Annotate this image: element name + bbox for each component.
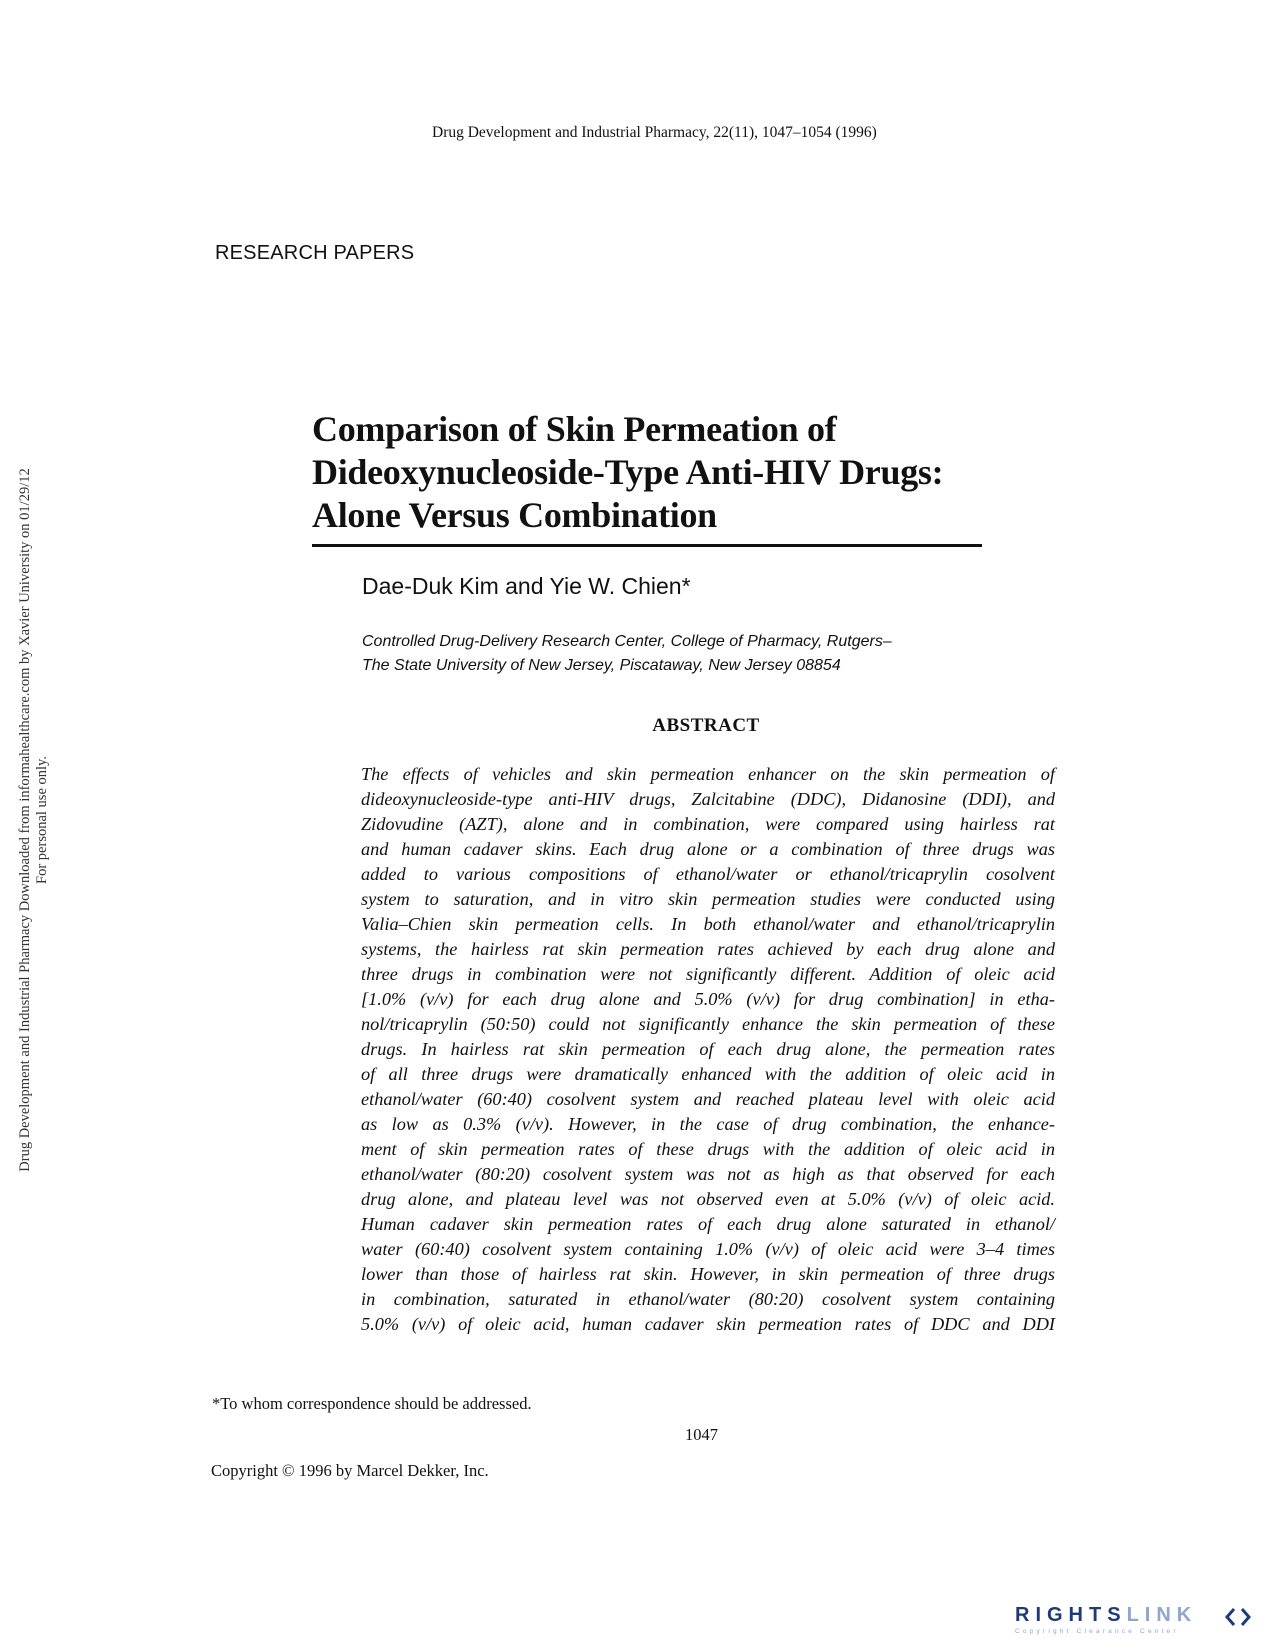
abstract-line: drug alone, and plateau level was not observed even at 5.0% (v/v) of oleic acid. xyxy=(361,1189,1055,1209)
abstract-line: systems, the hairless rat skin permeation rates achieved by each drug alone and xyxy=(361,939,1055,959)
abstract-line: ethanol/water (80:20) cosolvent system was not as high as that observed for each xyxy=(361,1164,1055,1184)
abstract-line: three drugs in combination were not significantly different. Addition of oleic acid xyxy=(361,964,1055,984)
abstract-line: added to various compositions of ethanol/water or ethanol/tricaprylin cosolvent xyxy=(361,864,1055,884)
abstract-line: The effects of vehicles and skin permeation enhancer on the skin permeation of xyxy=(361,764,1055,784)
abstract-line: drugs. In hairless rat skin permeation of each drug alone, the permeation rates xyxy=(361,1039,1055,1059)
journal-citation: Drug Development and Industrial Pharmacy, 22(11), 1047–1054 (1996) xyxy=(432,124,877,141)
abstract-line: water (60:40) cosolvent system containing 1.0% (v/v) of oleic acid were 3–4 times xyxy=(361,1239,1055,1259)
rightslink-word-link: LINK xyxy=(1126,1604,1198,1626)
rightslink-subtitle: Copyright Clearance Center xyxy=(1015,1628,1179,1635)
abstract-line: Zidovudine (AZT), alone and in combination, were compared using hairless rat xyxy=(361,814,1055,834)
abstract-line: of all three drugs were dramatically enhanced with the addition of oleic acid in xyxy=(361,1064,1055,1084)
abstract-line: Valia–Chien skin permeation cells. In both ethanol/water and ethanol/tricaprylin xyxy=(361,914,1055,934)
rightslink-logo[interactable] xyxy=(1015,1604,1255,1640)
author-list: Dae-Duk Kim and Yie W. Chien* xyxy=(362,573,691,599)
page-number: 1047 xyxy=(685,1425,718,1444)
title-divider xyxy=(312,544,982,547)
article-title xyxy=(312,408,943,537)
title-line: Alone Versus Combination xyxy=(312,495,717,535)
abstract-line: ethanol/water (60:40) cosolvent system and reached plateau level with oleic acid xyxy=(361,1089,1055,1109)
chevron-arrows-icon xyxy=(1225,1606,1251,1628)
download-watermark xyxy=(17,420,51,1220)
watermark-line: Drug Development and Industrial Pharmacy Downloaded from informahealthcare.com by Xavier University on 01/29/12 xyxy=(17,468,33,1172)
abstract-line: in combination, saturated in ethanol/water (80:20) cosolvent system containing xyxy=(361,1289,1055,1309)
watermark-line: For personal use only. xyxy=(34,756,50,884)
affiliation xyxy=(362,630,892,678)
abstract-line: system to saturation, and in vitro skin permeation studies were conducted using xyxy=(361,889,1055,909)
abstract-heading: ABSTRACT xyxy=(652,715,760,736)
affiliation-line: Controlled Drug-Delivery Research Center, College of Pharmacy, Rutgers– xyxy=(362,633,892,650)
correspondence-footnote: *To whom correspondence should be addressed. xyxy=(212,1394,532,1413)
abstract-line: dideoxynucleoside-type anti-HIV drugs, Zalcitabine (DDC), Didanosine (DDI), and xyxy=(361,789,1055,809)
abstract-line: ment of skin permeation rates of these drugs with the addition of oleic acid in xyxy=(361,1139,1055,1159)
abstract-line: and human cadaver skins. Each drug alone or a combination of three drugs was xyxy=(361,839,1055,859)
abstract-line: [1.0% (v/v) for each drug alone and 5.0% (v/v) for drug combination] in etha- xyxy=(361,989,1055,1009)
abstract-body xyxy=(361,762,1055,1337)
rightslink-wordmark xyxy=(1015,1604,1255,1627)
title-line: Dideoxynucleoside-Type Anti-HIV Drugs: xyxy=(312,452,944,492)
copyright-notice: Copyright © 1996 by Marcel Dekker, Inc. xyxy=(211,1461,489,1480)
title-line: Comparison of Skin Permeation of xyxy=(312,409,837,449)
abstract-line: nol/tricaprylin (50:50) could not significantly enhance the skin permeation of these xyxy=(361,1014,1055,1034)
abstract-line: Human cadaver skin permeation rates of each drug alone saturated in ethanol/ xyxy=(361,1214,1055,1234)
abstract-line: lower than those of hairless rat skin. However, in skin permeation of three drugs xyxy=(361,1264,1055,1284)
abstract-line: 5.0% (v/v) of oleic acid, human cadaver skin permeation rates of DDC and DDI xyxy=(361,1314,1055,1334)
affiliation-line: The State University of New Jersey, Piscataway, New Jersey 08854 xyxy=(362,657,841,674)
section-label: RESEARCH PAPERS xyxy=(215,242,415,264)
abstract-line: as low as 0.3% (v/v). However, in the case of drug combination, the enhance- xyxy=(361,1114,1055,1134)
rightslink-word-rights: RIGHTS xyxy=(1015,1604,1127,1626)
